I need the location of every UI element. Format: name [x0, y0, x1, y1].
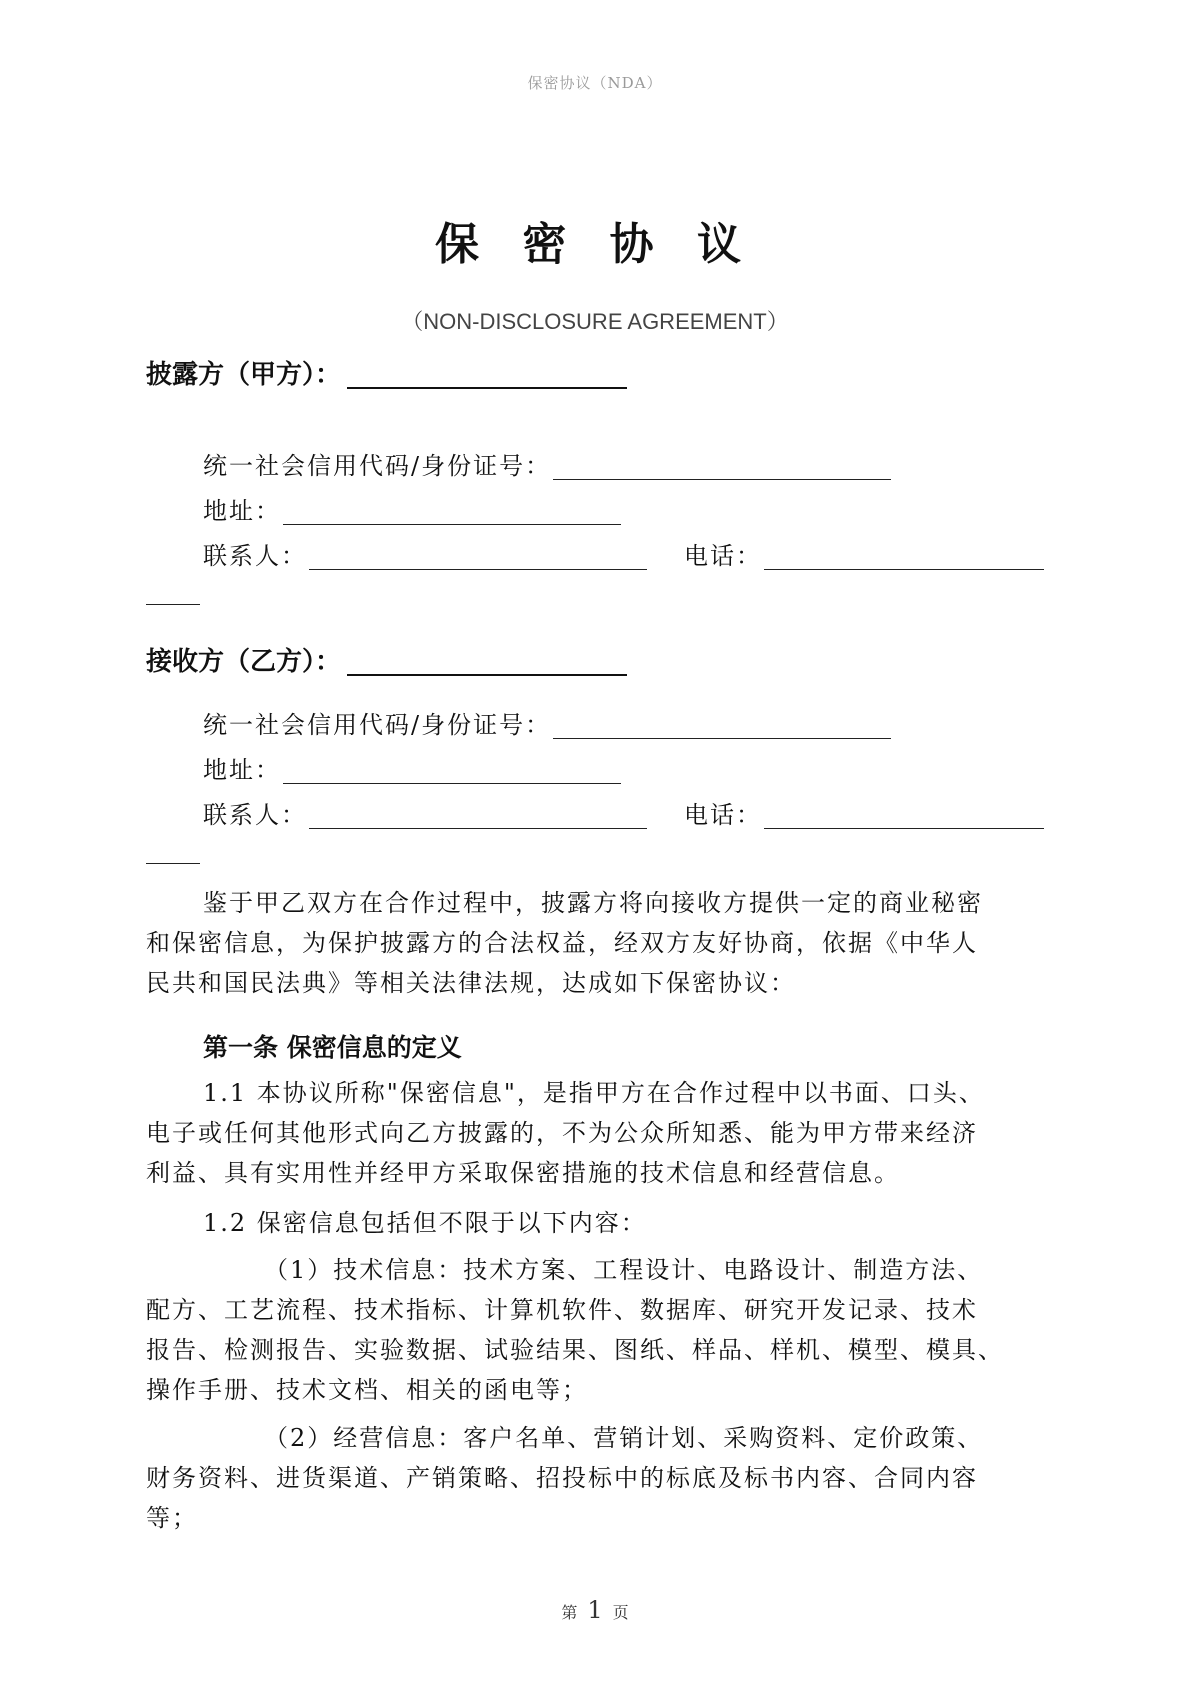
party-a-phone-field-continuation	[146, 604, 200, 605]
party-a-phone-field[interactable]	[764, 541, 1044, 570]
item-2-line: 财务资料、进货渠道、产销策略、招投标中的标底及标书内容、合同内容	[146, 1464, 978, 1492]
page-footer	[0, 1596, 1190, 1624]
party-a-credit-code-row	[203, 446, 891, 486]
party-a-heading-label: 披露方（甲方）：	[146, 360, 342, 390]
party-a-phone-label: 电话：	[684, 542, 762, 570]
party-b-address-row	[203, 750, 621, 790]
preamble-line: 鉴于甲乙双方在合作过程中，披露方将向接收方提供一定的商业秘密	[203, 889, 983, 917]
party-b-phone-field[interactable]	[764, 800, 1044, 829]
preamble-paragraph	[146, 883, 1064, 1003]
article-1-heading: 第一条 保密信息的定义	[203, 1033, 462, 1062]
party-b-credit-code-field[interactable]	[553, 710, 891, 739]
party-b-address-field[interactable]	[283, 755, 621, 784]
document-title: 保 密 协 议	[435, 219, 755, 270]
preamble-line: 和保密信息，为保护披露方的合法权益，经双方友好协商，依据《中华人	[146, 929, 978, 957]
party-b-contact-field[interactable]	[309, 800, 647, 829]
party-b-credit-code-row	[203, 705, 891, 745]
party-a-phone-row	[684, 536, 1044, 576]
party-a-heading	[146, 355, 627, 395]
party-b-phone-row	[684, 795, 1044, 835]
clause-1-1-line: 利益、具有实用性并经甲方采取保密措施的技术信息和经营信息。	[146, 1159, 900, 1187]
party-a-credit-code-label: 统一社会信用代码/身份证号：	[203, 452, 552, 480]
clause-1-2	[146, 1203, 1064, 1243]
party-b-contact-row	[203, 795, 647, 835]
party-a-contact-label: 联系人：	[203, 542, 307, 570]
item-2-line: （2）经营信息：客户名单、营销计划、采购资料、定价政策、	[264, 1424, 984, 1452]
item-1-line: （1）技术信息：技术方案、工程设计、电路设计、制造方法、	[264, 1256, 984, 1284]
item-2-line: 等；	[146, 1504, 198, 1532]
party-a-address-label: 地址：	[203, 497, 281, 525]
party-a-address-field[interactable]	[283, 496, 621, 525]
party-a-credit-code-field[interactable]	[553, 451, 891, 480]
preamble-line: 民共和国民法典》等相关法律法规，达成如下保密协议：	[146, 969, 796, 997]
item-2-business-info	[146, 1418, 1064, 1538]
clause-1-1-line: 电子或任何其他形式向乙方披露的，不为公众所知悉、能为甲方带来经济	[146, 1119, 978, 1147]
party-b-heading	[146, 642, 627, 682]
party-b-credit-code-label: 统一社会信用代码/身份证号：	[203, 711, 552, 739]
party-b-address-label: 地址：	[203, 756, 281, 784]
party-a-name-field[interactable]	[347, 359, 627, 389]
item-1-technical-info	[146, 1250, 1064, 1410]
party-b-contact-label: 联系人：	[203, 801, 307, 829]
party-b-phone-label: 电话：	[684, 801, 762, 829]
party-b-heading-label: 接收方（乙方）：	[146, 647, 342, 677]
running-header: 保密协议（NDA）	[527, 74, 663, 92]
item-1-line: 配方、工艺流程、技术指标、计算机软件、数据库、研究开发记录、技术	[146, 1296, 978, 1324]
party-b-name-field[interactable]	[347, 646, 627, 676]
item-1-line: 操作手册、技术文档、相关的函电等；	[146, 1376, 588, 1404]
page-number: 1	[587, 1596, 603, 1624]
clause-1-1	[146, 1073, 1064, 1193]
page-footer-prefix: 第	[561, 1603, 578, 1622]
clause-1-2-line: 1.2 保密信息包括但不限于以下内容：	[203, 1209, 647, 1237]
document-subtitle: （NON-DISCLOSURE AGREEMENT）	[401, 309, 789, 334]
party-a-contact-field[interactable]	[309, 541, 647, 570]
page-footer-suffix: 页	[612, 1603, 629, 1622]
clause-1-1-line: 1.1 本协议所称"保密信息"，是指甲方在合作过程中以书面、口头、	[203, 1079, 985, 1107]
party-a-address-row	[203, 491, 621, 531]
item-1-line: 报告、检测报告、实验数据、试验结果、图纸、样品、样机、模型、模具、	[146, 1336, 1004, 1364]
party-b-phone-field-continuation	[146, 863, 200, 864]
party-a-contact-row	[203, 536, 647, 576]
